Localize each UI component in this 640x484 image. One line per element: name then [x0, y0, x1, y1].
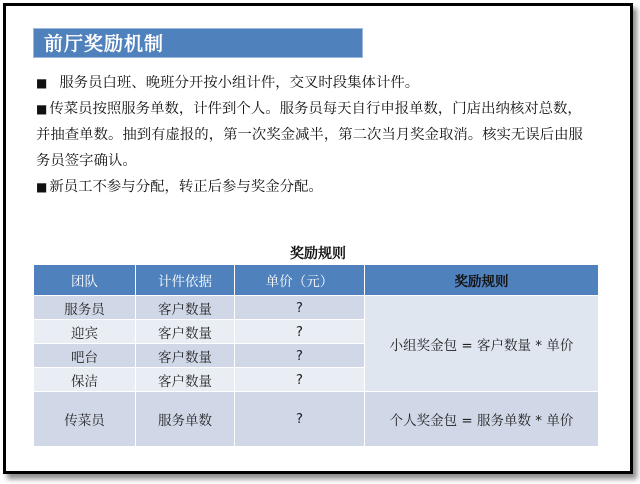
cell-basis: 客户数量: [136, 296, 235, 320]
reward-rules-table: [33, 264, 599, 447]
bullet-marker: ■: [36, 180, 48, 194]
cell-basis: 服务单数: [136, 392, 235, 447]
cell-price: ?: [235, 368, 365, 392]
table-header-row: [34, 265, 599, 296]
bullet-text: 服务员白班、晚班分开按小组计件，交叉时段集体计件。: [59, 75, 420, 91]
bullet-list: [36, 70, 596, 200]
cell-basis: 客户数量: [136, 344, 235, 368]
table-title: 奖励规则: [290, 246, 346, 262]
bullet-text: 传菜员按照服务单数，计件到个人。服务员每天自行申报单数，门店出纳核对总数，并抽查单数。抽到有虚报的，第一次奖金减半，第二次当月奖金取消。核实无误后由服务员签字确认。: [36, 101, 583, 169]
bullet-marker: ■: [36, 76, 48, 90]
slide-frame: [3, 3, 633, 474]
bullet-text: 新员工不参与分配，转正后参与奖金分配。: [49, 179, 323, 195]
cell-rule-individual: 个人奖金包 = 服务单数 * 单价: [365, 392, 599, 447]
header-rule: 奖励规则: [365, 265, 599, 296]
cell-team: 传菜员: [34, 392, 136, 447]
cell-price: ?: [235, 296, 365, 320]
cell-team: 服务员: [34, 296, 136, 320]
table-row: [34, 392, 599, 447]
cell-basis: 客户数量: [136, 368, 235, 392]
cell-team: 吧台: [34, 344, 136, 368]
cell-price: ?: [235, 344, 365, 368]
bullet-item: [36, 70, 596, 96]
slide-title: 前厅奖励机制: [33, 28, 363, 58]
header-team: 团队: [34, 265, 136, 296]
bullet-marker: ■: [36, 102, 48, 116]
table-row: [34, 296, 599, 320]
cell-basis: 客户数量: [136, 320, 235, 344]
header-basis: 计件依据: [136, 265, 235, 296]
cell-team: 保洁: [34, 368, 136, 392]
cell-price: ?: [235, 392, 365, 447]
cell-price: ?: [235, 320, 365, 344]
bullet-item: [36, 174, 596, 200]
bullet-item: [36, 96, 596, 174]
cell-rule-group: 小组奖金包 = 客户数量 * 单价: [365, 296, 599, 392]
header-price: 单价（元）: [235, 265, 365, 296]
cell-team: 迎宾: [34, 320, 136, 344]
